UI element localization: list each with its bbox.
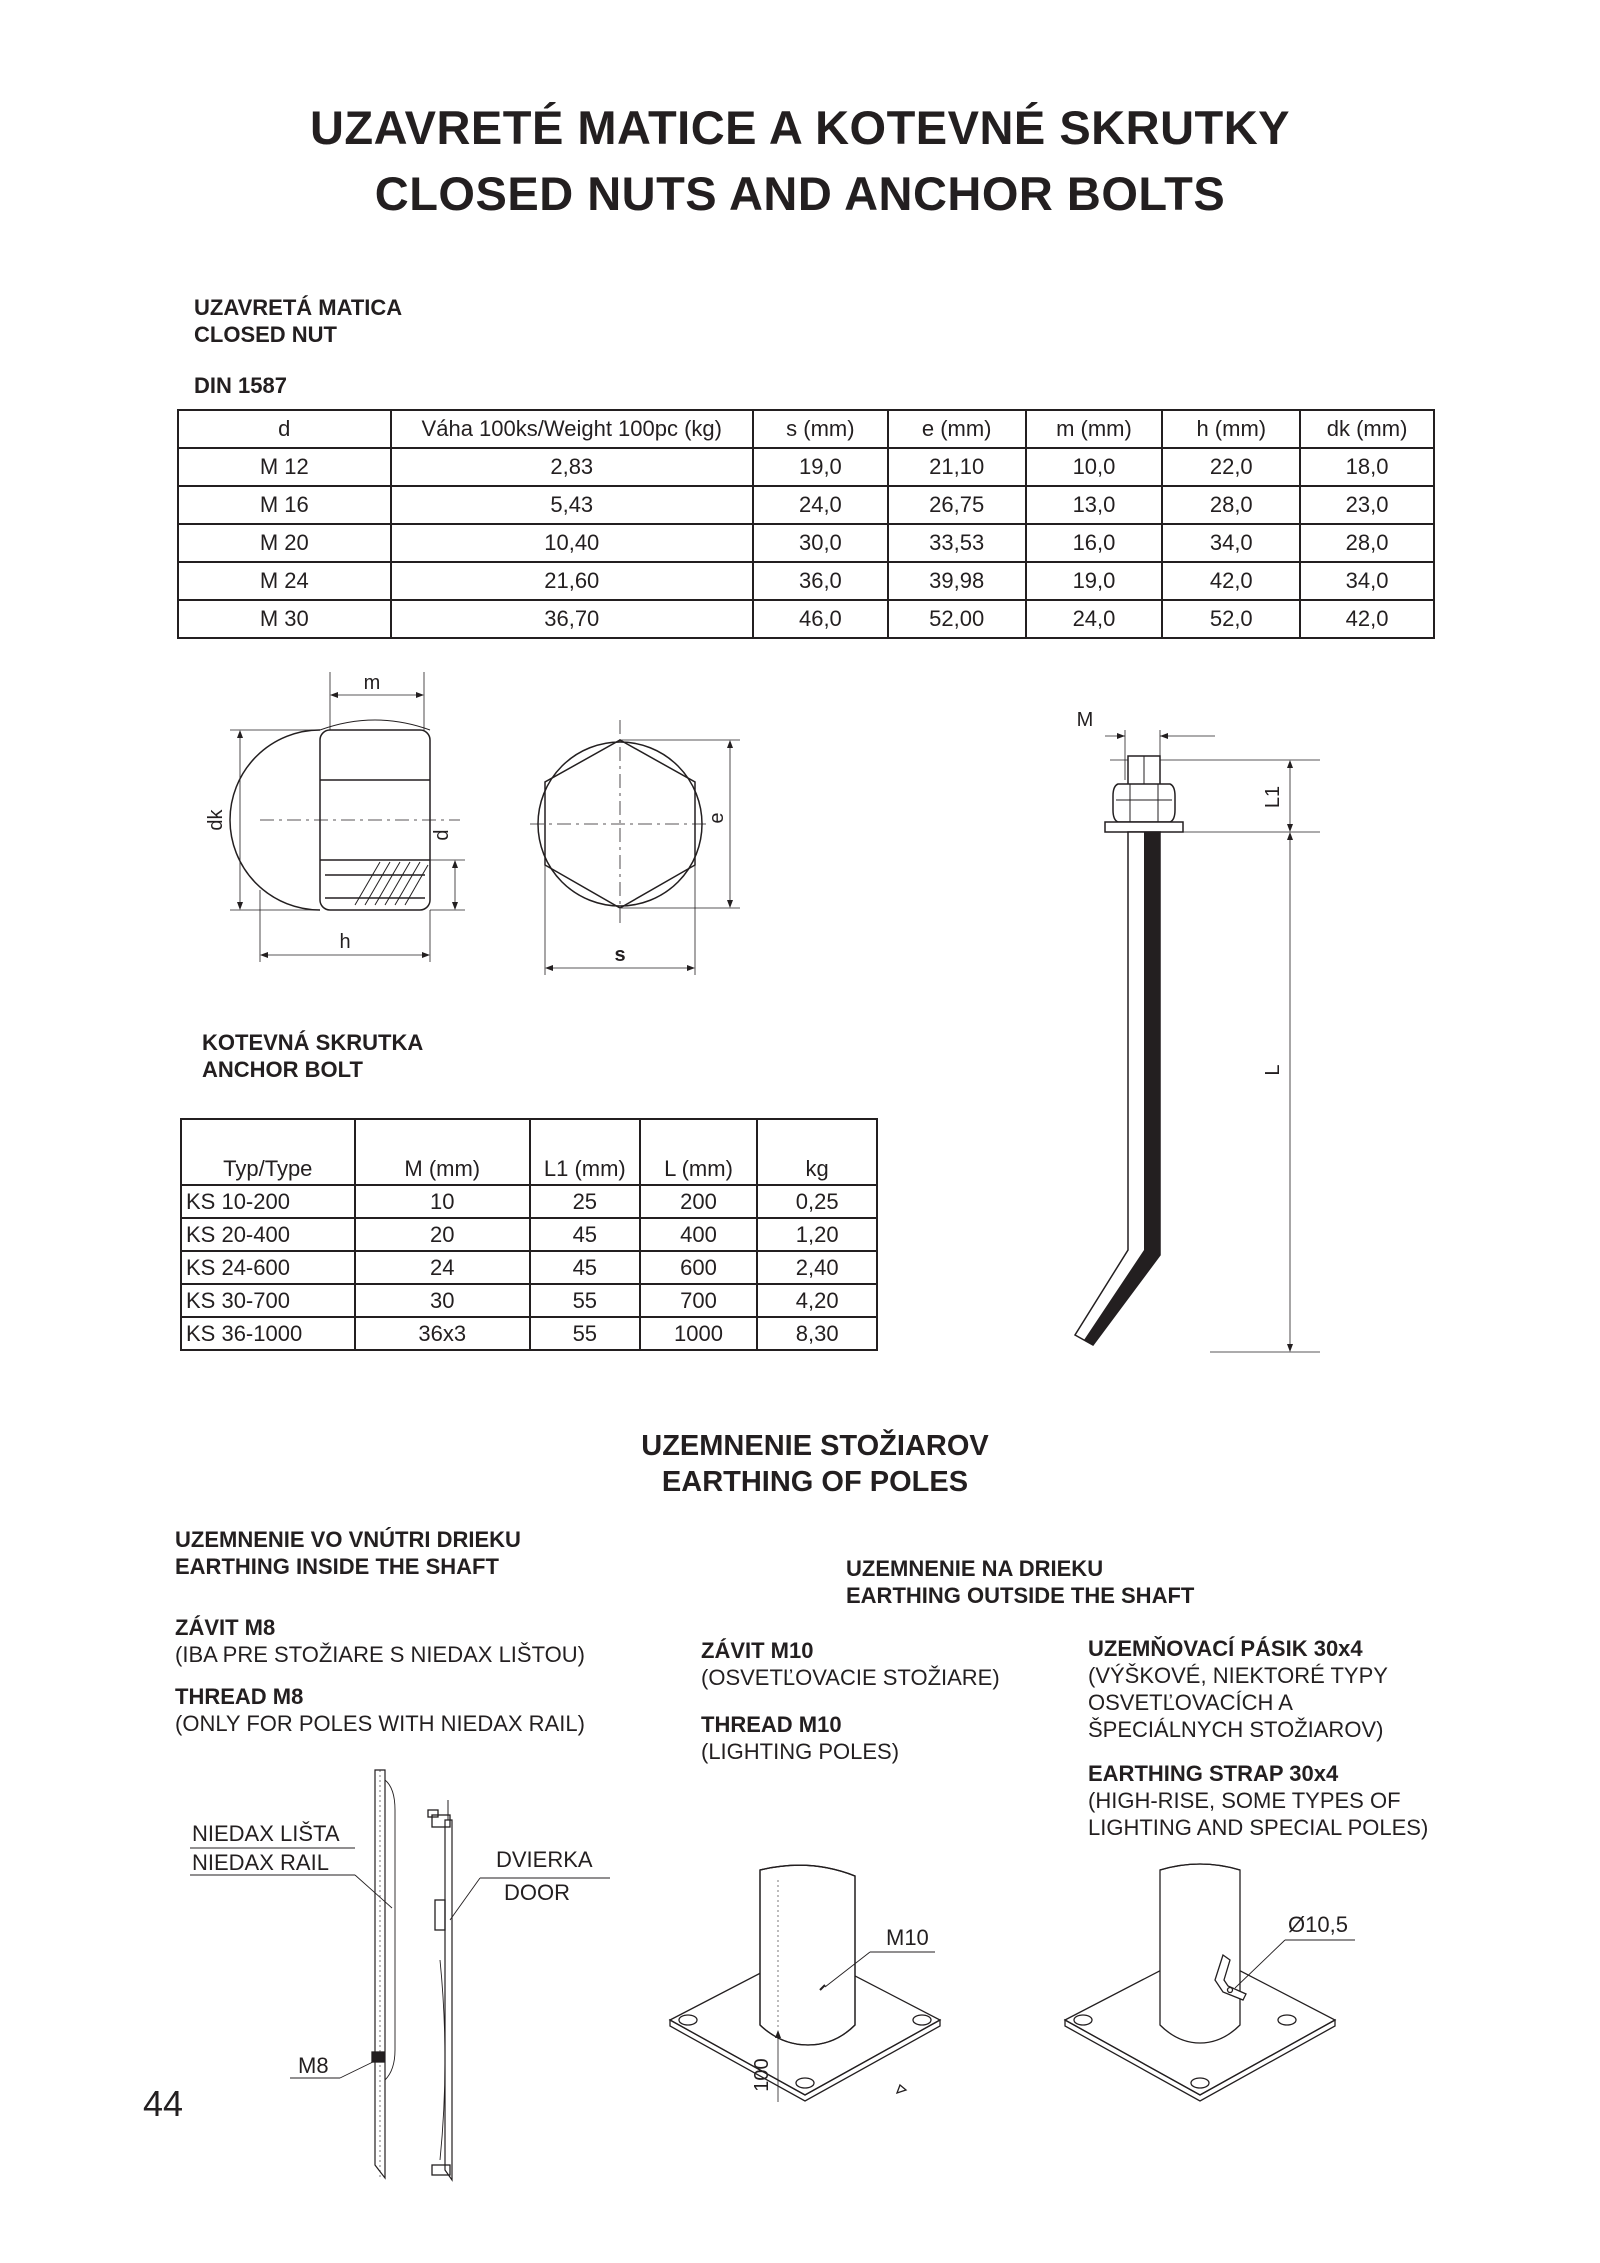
- outside-note-sk: (OSVETĽOVACIE STOŽIARE): [701, 1665, 1000, 1690]
- table-cell: 33,53: [888, 524, 1026, 562]
- table-cell: 28,0: [1300, 524, 1434, 562]
- table-cell: 26,75: [888, 486, 1026, 524]
- table-cell: 700: [640, 1284, 758, 1317]
- table-row: [178, 600, 1434, 638]
- outside-title-sk: UZEMNENIE NA DRIEKU: [846, 1556, 1104, 1581]
- table-cell: 52,00: [888, 600, 1026, 638]
- dim-label-h: h: [339, 931, 351, 953]
- table-cell: M 12: [178, 448, 391, 486]
- table-cell: 1000: [640, 1317, 758, 1350]
- table-row: [181, 1284, 877, 1317]
- closed-nut-table: [177, 409, 1435, 639]
- pole-strap-drawing: [1055, 1840, 1355, 2120]
- table-cell: 52,0: [1162, 600, 1300, 638]
- table-cell: 36,70: [391, 600, 753, 638]
- table-row: [181, 1218, 877, 1251]
- col-header: d: [178, 410, 391, 448]
- dim-label-d: d: [431, 829, 453, 841]
- table-cell: 24: [355, 1251, 530, 1284]
- table-row: [178, 524, 1434, 562]
- table-row: [178, 448, 1434, 486]
- inside-note-sk: (IBA PRE STOŽIARE S NIEDAX LIŠTOU): [175, 1642, 585, 1667]
- inside-title-en: EARTHING INSIDE THE SHAFT: [175, 1554, 499, 1579]
- niedax-rail-label-en: NIEDAX RAIL: [192, 1850, 329, 1875]
- table-cell: 34,0: [1162, 524, 1300, 562]
- table-cell: 21,10: [888, 448, 1026, 486]
- inside-thread-sk: ZÁVIT M8: [175, 1615, 276, 1640]
- table-cell: 10: [355, 1185, 530, 1218]
- table-cell: M 30: [178, 600, 391, 638]
- table-cell: M 24: [178, 562, 391, 600]
- outside-thread-en: THREAD M10: [701, 1712, 842, 1737]
- m8-label: M8: [298, 2053, 329, 2078]
- table-cell: 10,40: [391, 524, 753, 562]
- outside-note-en: (LIGHTING POLES): [701, 1739, 900, 1764]
- door-label-sk: DVIERKA: [496, 1847, 593, 1872]
- closed-nut-hex-drawing: [530, 720, 760, 980]
- table-cell: 400: [640, 1218, 758, 1251]
- col-header: Typ/Type: [181, 1119, 355, 1185]
- pole-m10-drawing: [660, 1840, 960, 2120]
- table-header-row: [178, 410, 1434, 448]
- table-cell: 30,0: [753, 524, 888, 562]
- table-cell: 19,0: [753, 448, 888, 486]
- strap-note-en-2: LIGHTING AND SPECIAL POLES): [1088, 1815, 1429, 1840]
- m10-label: M10: [886, 1925, 929, 1950]
- dim-label-s: s: [614, 944, 626, 966]
- table-cell: 55: [530, 1284, 640, 1317]
- dim-label-e: e: [706, 812, 728, 824]
- table-cell: 21,60: [391, 562, 753, 600]
- page-title-en: CLOSED NUTS AND ANCHOR BOLTS: [374, 167, 1226, 220]
- inside-title-sk: UZEMNENIE VO VNÚTRI DRIEKU: [175, 1527, 521, 1552]
- col-header: dk (mm): [1300, 410, 1434, 448]
- table-cell: M 20: [178, 524, 391, 562]
- closed-nut-label-en: CLOSED NUT: [194, 322, 337, 347]
- col-header: Váha 100ks/Weight 100pc (kg): [391, 410, 753, 448]
- table-cell: 25: [530, 1185, 640, 1218]
- closed-nut-label-sk: UZAVRETÁ MATICA: [194, 295, 403, 320]
- col-header: kg: [757, 1119, 877, 1185]
- hole-diameter-label: Ø10,5: [1288, 1912, 1348, 1937]
- table-cell: 24,0: [753, 486, 888, 524]
- outside-title-en: EARTHING OUTSIDE THE SHAFT: [846, 1583, 1195, 1608]
- table-cell: M 16: [178, 486, 391, 524]
- dim-label-100: 100: [751, 2058, 773, 2092]
- anchor-bolt-drawing: [1050, 700, 1330, 1360]
- table-header-row: [181, 1119, 877, 1185]
- table-cell: 36,0: [753, 562, 888, 600]
- table-cell: 39,98: [888, 562, 1026, 600]
- table-cell: KS 24-600: [181, 1251, 355, 1284]
- dim-label-M: M: [1076, 709, 1094, 731]
- table-row: [178, 562, 1434, 600]
- page-title-sk: UZAVRETÉ MATICE A KOTEVNÉ SKRUTKY: [309, 101, 1291, 154]
- table-cell: 2,83: [391, 448, 753, 486]
- dim-label-L: L: [1262, 1064, 1284, 1076]
- col-header: L1 (mm): [530, 1119, 640, 1185]
- anchor-bolt-label-en: ANCHOR BOLT: [202, 1057, 363, 1082]
- inside-thread-en: THREAD M8: [175, 1684, 304, 1709]
- table-cell: 45: [530, 1218, 640, 1251]
- table-cell: 42,0: [1300, 600, 1434, 638]
- inside-note-en: (ONLY FOR POLES WITH NIEDAX RAIL): [175, 1711, 585, 1736]
- strap-note-sk-2: OSVETĽOVACÍCH A: [1088, 1690, 1293, 1715]
- table-cell: KS 30-700: [181, 1284, 355, 1317]
- dim-label-L1: L1: [1262, 785, 1284, 809]
- table-cell: 28,0: [1162, 486, 1300, 524]
- table-cell: 42,0: [1162, 562, 1300, 600]
- page-number: 44: [143, 2083, 184, 2124]
- table-cell: 200: [640, 1185, 758, 1218]
- strap-note-en-1: (HIGH-RISE, SOME TYPES OF: [1088, 1788, 1401, 1813]
- earthing-title-sk: UZEMNENIE STOŽIAROV: [641, 1430, 989, 1462]
- table-cell: 23,0: [1300, 486, 1434, 524]
- closed-nut-side-drawing: [200, 670, 480, 970]
- table-cell: 1,20: [757, 1218, 877, 1251]
- table-cell: 46,0: [753, 600, 888, 638]
- anchor-bolt-label-sk: KOTEVNÁ SKRUTKA: [202, 1030, 424, 1055]
- table-row: [178, 486, 1434, 524]
- outside-thread-sk: ZÁVIT M10: [701, 1638, 814, 1663]
- niedax-rail-label-sk: NIEDAX LIŠTA: [192, 1821, 340, 1846]
- col-header: e (mm): [888, 410, 1026, 448]
- strap-title-sk: UZEMŇOVACÍ PÁSIK 30x4: [1088, 1636, 1363, 1661]
- table-cell: 24,0: [1026, 600, 1163, 638]
- table-cell: 45: [530, 1251, 640, 1284]
- col-header: M (mm): [355, 1119, 530, 1185]
- strap-title-en: EARTHING STRAP 30x4: [1088, 1761, 1339, 1786]
- table-cell: 34,0: [1300, 562, 1434, 600]
- table-cell: 0,25: [757, 1185, 877, 1218]
- table-row: [181, 1185, 877, 1218]
- col-header: s (mm): [753, 410, 888, 448]
- table-cell: 20: [355, 1218, 530, 1251]
- col-header: m (mm): [1026, 410, 1163, 448]
- col-header: L (mm): [640, 1119, 758, 1185]
- table-cell: 13,0: [1026, 486, 1163, 524]
- table-cell: 600: [640, 1251, 758, 1284]
- inside-shaft-drawing: [180, 1760, 630, 2190]
- col-header: h (mm): [1162, 410, 1300, 448]
- table-cell: KS 10-200: [181, 1185, 355, 1218]
- table-cell: KS 20-400: [181, 1218, 355, 1251]
- table-cell: 36x3: [355, 1317, 530, 1350]
- table-cell: 18,0: [1300, 448, 1434, 486]
- earthing-title-en: EARTHING OF POLES: [661, 1466, 969, 1498]
- table-cell: 4,20: [757, 1284, 877, 1317]
- table-row: [181, 1251, 877, 1284]
- table-cell: KS 36-1000: [181, 1317, 355, 1350]
- table-cell: 30: [355, 1284, 530, 1317]
- table-cell: 2,40: [757, 1251, 877, 1284]
- table-row: [181, 1317, 877, 1350]
- din-standard: DIN 1587: [194, 373, 287, 398]
- table-cell: 8,30: [757, 1317, 877, 1350]
- door-label-en: DOOR: [504, 1880, 570, 1905]
- table-cell: 19,0: [1026, 562, 1163, 600]
- anchor-bolt-table: [180, 1118, 878, 1351]
- dim-label-m: m: [363, 672, 381, 694]
- table-cell: 5,43: [391, 486, 753, 524]
- table-cell: 16,0: [1026, 524, 1163, 562]
- table-cell: 22,0: [1162, 448, 1300, 486]
- table-cell: 55: [530, 1317, 640, 1350]
- strap-note-sk-3: ŠPECIÁLNYCH STOŽIAROV): [1088, 1717, 1384, 1742]
- table-cell: 10,0: [1026, 448, 1163, 486]
- strap-note-sk-1: (VÝŠKOVÉ, NIEKTORÉ TYPY: [1088, 1663, 1388, 1688]
- dim-label-dk: dk: [205, 809, 227, 831]
